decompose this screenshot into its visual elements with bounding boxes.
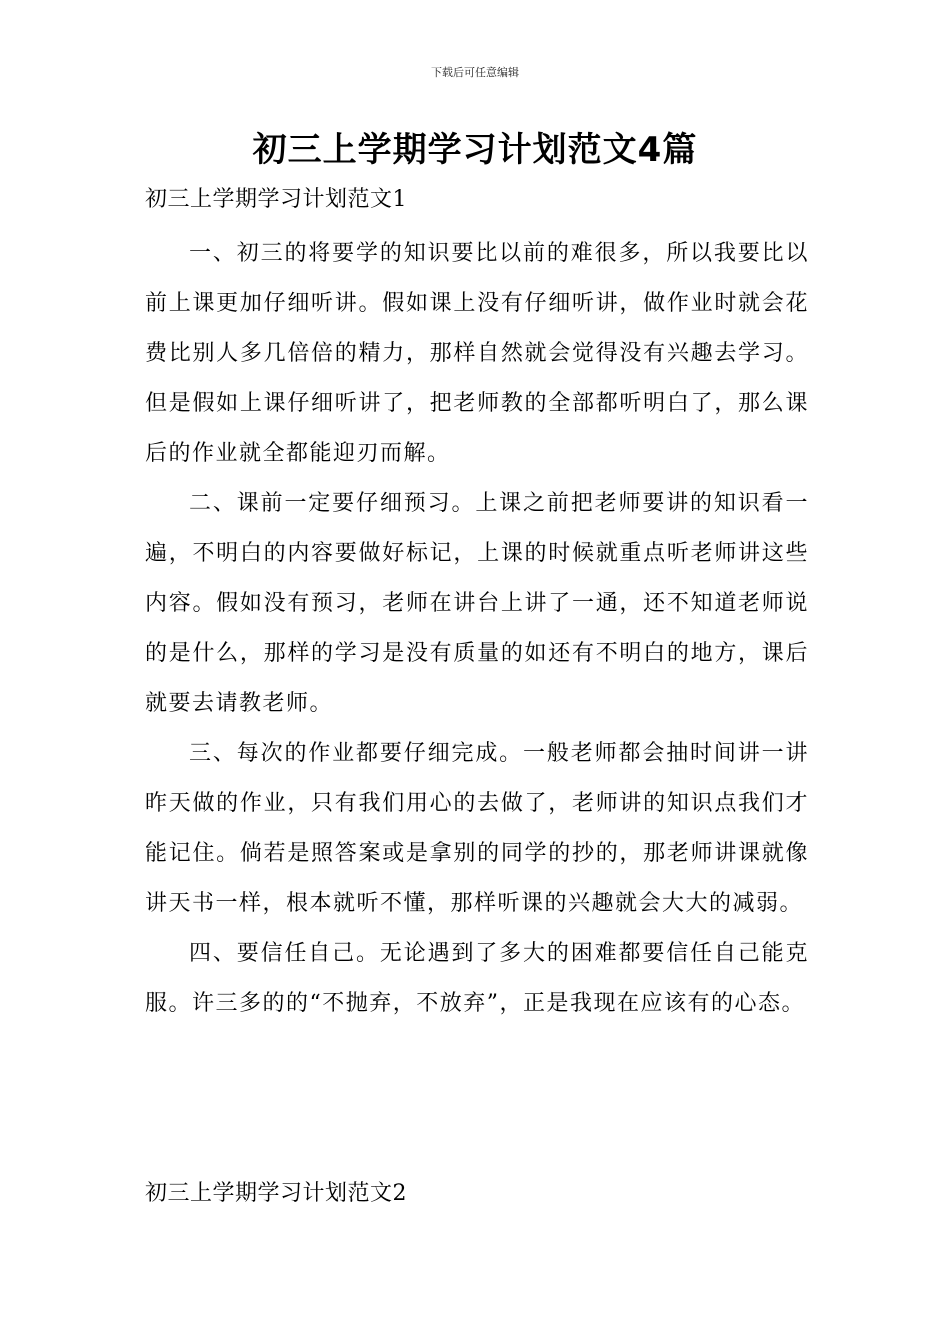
paragraph-4: 四、要信任自己。无论遇到了多大的困难都要信任自己能克服。许三多的的“不抛弃，不放弃”，正是我现在应该有的心态。 (145, 941, 809, 1016)
header-note: 下载后可任意编辑 (431, 66, 519, 79)
paragraph-2: 二、课前一定要仔细预习。上课之前把老师要讲的知识看一遍，不明白的内容要做好标记，上课的时候就重点听老师讲这些内容。假如没有预习，老师在讲台上讲了一通，还不知道老师说的是什么，那样的学习是没有质量的如还有不明白的地方，课后就要去请教老师。 (145, 491, 809, 716)
section-heading-1: 初三上学期学习计划范文1 (145, 187, 407, 212)
section-1-body (145, 229, 809, 1029)
section-heading-2: 初三上学期学习计划范文2 (145, 1181, 407, 1206)
paragraph-1: 一、初三的将要学的知识要比以前的难很多，所以我要比以前上课更加仔细听讲。假如课上没有仔细听讲，做作业时就会花费比别人多几倍倍的精力，那样自然就会觉得没有兴趣去学习。但是假如上课仔细听讲了，把老师教的全部都听明白了，那么课后的作业就全都能迎刃而解。 (145, 241, 809, 466)
paragraph-3: 三、每次的作业都要仔细完成。一般老师都会抽时间讲一讲昨天做的作业，只有我们用心的去做了，老师讲的知识点我们才能记住。倘若是照答案或是拿别的同学的抄的，那老师讲课就像讲天书一样，根本就听不懂，那样听课的兴趣就会大大的减弱。 (145, 741, 809, 916)
document-title: 初三上学期学习计划范文4篇 (252, 130, 698, 170)
